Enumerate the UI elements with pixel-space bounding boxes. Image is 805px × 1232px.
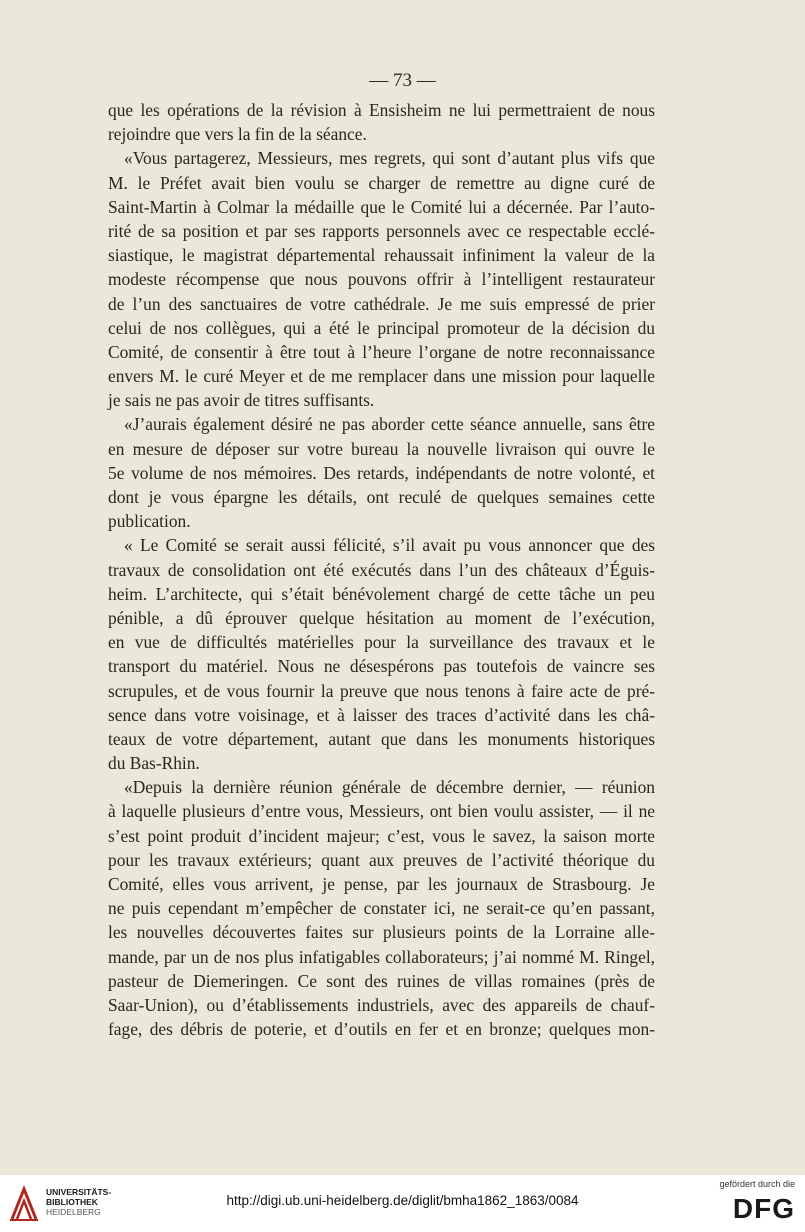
text-line: Saint-Martin à Colmar la médaille que le Comité lui a décernée. Par l’auto- <box>108 196 655 217</box>
text-line: pour les travaux extérieurs; quant aux preuves de l’activité théorique du <box>108 849 655 870</box>
text-line: siastique, le magistrat départemental rehaussait infiniment la valeur de la <box>108 245 655 266</box>
text-line: «J’aurais également désiré ne pas aborder cette séance annuelle, sans être <box>124 414 655 435</box>
page-text <box>108 98 655 1041</box>
dfg-logo: DFG <box>732 1193 795 1224</box>
text-line: Comité, de consentir à être tout à l’heure l’organe de notre reconnaissance <box>108 341 655 362</box>
text-line: de l’un des sanctuaires de votre cathédrale. Je me suis empressé de prier <box>108 293 655 314</box>
text-line: travaux de consolidation ont été exécutés dans l’un des châteaux d’Éguis- <box>108 559 655 580</box>
text-line: transport du matériel. Nous ne désespérons pas toutefois de vaincre ses <box>108 656 655 677</box>
text-line: celui de nos collègues, qui a été le principal promoteur de la décision du <box>108 317 655 338</box>
text-line: pénible, a dû éprouver quelque hésitation au moment de l’exécution, <box>108 607 655 628</box>
text-line: «Vous partagerez, Messieurs, mes regrets, qui sont d’autant plus vifs que <box>124 148 655 169</box>
page-number: — 73 — <box>369 70 436 91</box>
text-line: les nouvelles découvertes faites sur plusieurs points de la Lorraine alle- <box>108 922 655 943</box>
text-line: rejoindre que vers la fin de la séance. <box>108 124 367 145</box>
library-name-line3: HEIDELBERG <box>46 1207 101 1217</box>
text-line: rité de sa position et par ses rapports personnels avec ce respectable ecclé- <box>108 220 655 241</box>
text-line: mande, par un de nos plus infatigables collaborateurs; j’ai nommé M. Ringel, <box>108 946 655 967</box>
text-line: ne puis cependant m’empêcher de constater ici, ne serait-ce qu’en passant, <box>108 898 655 919</box>
funding-label: gefördert durch die <box>719 1179 795 1189</box>
text-line: teaux de votre département, autant que dans les monuments historiques <box>108 728 655 749</box>
text-line: publication. <box>108 511 191 532</box>
permalink-url[interactable]: http://digi.ub.uni-heidelberg.de/diglit/bmha1862_1863/0084 <box>226 1193 579 1208</box>
text-line: que les opérations de la révision à Ensisheim ne lui permettraient de nous <box>108 100 655 120</box>
text-line: en mesure de déposer sur votre bureau la nouvelle livraison qui ouvre le <box>108 438 655 459</box>
text-line: Comité, elles vous arrivent, je pense, par les journaux de Strasbourg. Je <box>108 874 655 894</box>
text-line: du Bas-Rhin. <box>108 753 200 774</box>
text-line: M. le Préfet avait bien voulu se charger de remettre au digne curé de <box>108 172 655 193</box>
text-line: sence dans votre voisinage, et à laisser des traces d’activité dans les châ- <box>108 704 655 725</box>
text-line: « Le Comité se serait aussi félicité, s’il avait pu vous annoncer que des <box>124 535 655 556</box>
library-name-line1: UNIVERSITÄTS- <box>46 1187 112 1197</box>
text-line: envers M. le curé Meyer et de me remplacer dans une mission pour laquelle <box>108 366 655 387</box>
footer-bar <box>0 1175 805 1232</box>
text-line: fage, des débris de poterie, et d’outils en fer et en bronze; quelques mon- <box>108 1019 655 1040</box>
text-line: en vue de difficultés matérielles pour la surveillance des travaux et le <box>108 632 655 653</box>
text-line: scrupules, et de vous fournir la preuve que nous tenons à faire acte de pré- <box>108 680 655 701</box>
text-line: dont je vous épargne les détails, ont reculé de quelques semaines cette <box>108 487 655 507</box>
text-line: 5e volume de nos mémoires. Des retards, indépendants de notre volonté, et <box>108 462 655 483</box>
text-line: pasteur de Diemeringen. Ce sont des ruines de villas romaines (près de <box>108 970 655 991</box>
text-line: je sais ne pas avoir de titres suffisants. <box>108 390 375 411</box>
text-line: à laquelle plusieurs d’entre vous, Messieurs, ont bien voulu assister, — il ne <box>108 801 655 822</box>
text-line: heim. L’architecte, qui s’était bénévolement chargé de cette tâche un peu <box>108 583 655 604</box>
text-line: s’est point produit d’incident majeur; c’est, vous le savez, la saison morte <box>108 825 655 846</box>
text-line: Saar-Union), ou d’établissements industriels, avec des appareils de chauf- <box>108 994 655 1015</box>
library-name-line2: BIBLIOTHEK <box>46 1197 98 1207</box>
text-line: «Depuis la dernière réunion générale de décembre dernier, — réunion <box>124 777 655 798</box>
text-line: modeste récompense que nous pouvons offrir à l’intelligent restaurateur <box>108 269 655 290</box>
